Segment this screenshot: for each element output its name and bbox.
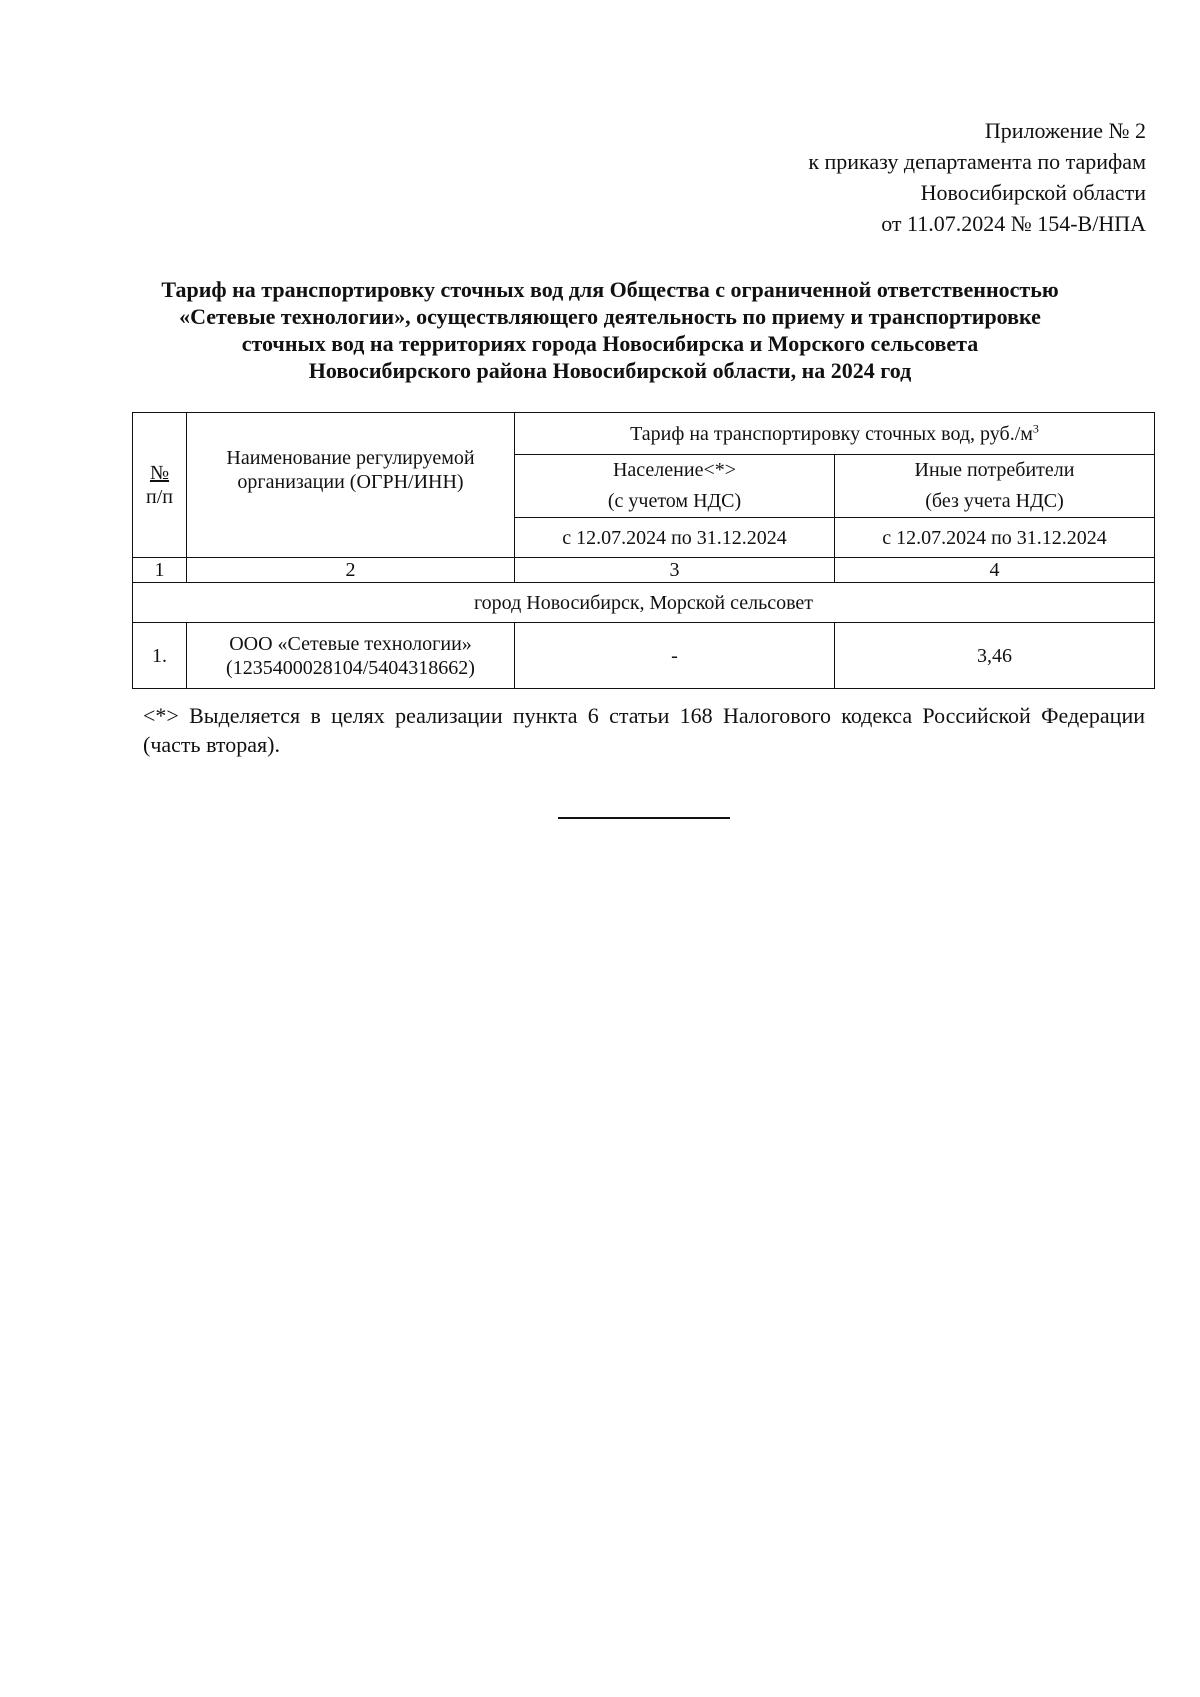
header-population-label: Население<*> <box>612 459 737 481</box>
header-other-consumers-label: Иные потребители <box>914 459 1075 481</box>
row-organization <box>187 623 515 689</box>
header-period-population: с 12.07.2024 по 31.12.2024 <box>515 518 835 558</box>
header-number-label: п/п <box>146 486 173 508</box>
row-number: 1. <box>133 623 187 689</box>
row-organization-name: ООО «Сетевые технологии» <box>229 632 472 655</box>
table-column-numbers-row <box>133 558 1155 583</box>
title-line-1: Тариф на транспортировку сточных вод для Общества с ограниченной ответственностью <box>161 277 1059 302</box>
column-number-4: 4 <box>835 558 1155 583</box>
territory-cell: город Новосибирск, Морской сельсовет <box>133 583 1155 623</box>
header-number-symbol: № <box>149 462 170 484</box>
annex-line-3: Новосибирской области <box>920 180 1146 205</box>
table-territory-row <box>133 583 1155 623</box>
column-number-1: 1 <box>133 558 187 583</box>
table-header-row <box>133 413 1155 455</box>
table-row <box>133 623 1155 689</box>
title-line-4: Новосибирского района Новосибирской области, на 2024 год <box>308 358 912 383</box>
document-title <box>110 276 1110 384</box>
header-tariff-superscript: 3 <box>1032 420 1039 435</box>
annex-line-1: Приложение № 2 <box>984 118 1146 143</box>
annex-line-4: от 11.07.2024 № 154-В/НПА <box>881 211 1146 236</box>
header-other-consumers-cell <box>835 455 1155 518</box>
annex-line-2: к приказу департамента по тарифам <box>808 149 1146 174</box>
column-number-3: 3 <box>515 558 835 583</box>
header-population-cell <box>515 455 835 518</box>
footnote: <*> Выделяется в целях реализации пункта 6 статьи 168 Налогового кодекса Российской Федерации (часть вторая). <box>143 703 1145 757</box>
header-tariff-label: Тариф на транспортировку сточных вод, руб./м <box>630 422 1033 445</box>
title-line-3: сточных вод на территориях города Новосибирска и Морского сельсовета <box>241 331 979 356</box>
annex-block <box>626 115 1146 239</box>
header-tariff-cell <box>515 413 1155 455</box>
header-organization-label: Наименование регулируемой организации (ОГРН/ИНН) <box>226 447 475 493</box>
header-period-other: с 12.07.2024 по 31.12.2024 <box>835 518 1155 558</box>
end-divider <box>558 817 730 819</box>
row-population-tariff: - <box>515 623 835 689</box>
title-line-2: «Сетевые технологии», осуществляющего деятельность по приему и транспортировке <box>179 304 1041 329</box>
tariff-table <box>132 412 1155 689</box>
header-other-consumers-vat: (без учета НДС) <box>925 490 1064 512</box>
header-number-cell <box>133 413 187 558</box>
row-other-tariff: 3,46 <box>835 623 1155 689</box>
column-number-2: 2 <box>187 558 515 583</box>
header-organization-cell <box>187 413 515 558</box>
row-organization-ids: (1235400028104/5404318662) <box>226 656 475 679</box>
header-population-vat: (с учетом НДС) <box>607 490 742 512</box>
